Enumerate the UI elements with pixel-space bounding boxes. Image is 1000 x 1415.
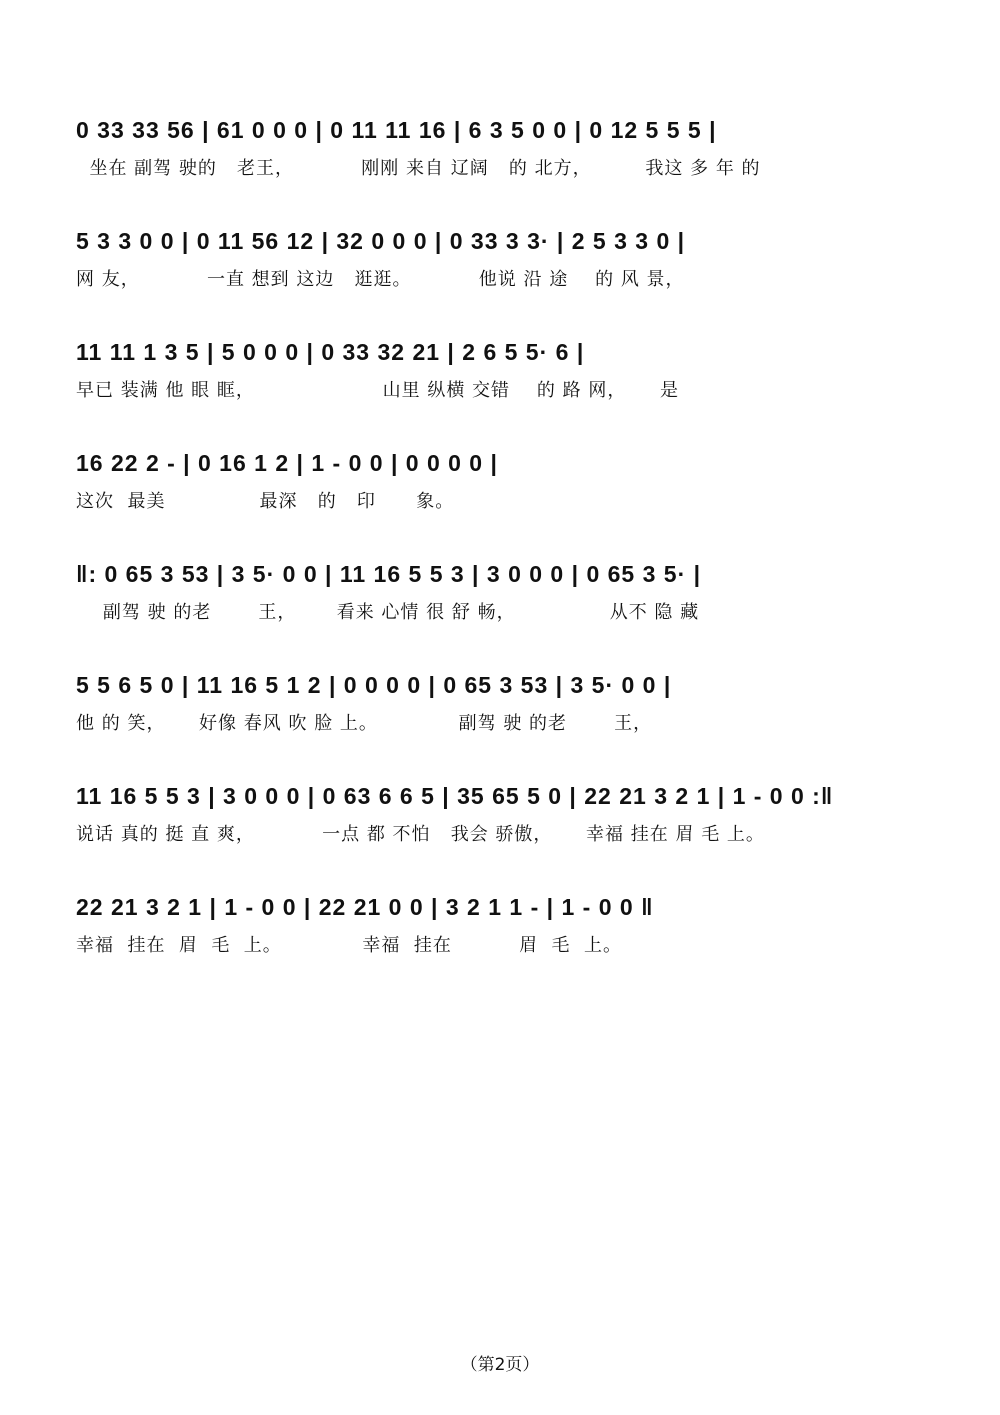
notation-line: 22 21 3 2 1 | 1 - 0 0 | 22 21 0 0 | 3 2 1 1 - | 1 - 0 0 ‖: [76, 894, 654, 920]
score-row: [0, 221, 1000, 321]
lyrics-line: 早已 装满 他 眼 眶， 山里 纵横 交错 的 路 网， 是: [76, 380, 679, 401]
notation-line: ‖: 0 65 3 53 | 3 5· 0 0 | 11 16 5 5 3 | 3 0 0 0 | 0 65 3 5· |: [76, 561, 702, 587]
lyrics-line: 网 友， 一直 想到 这边 逛逛。 他说 沿 途 的 风 景，: [76, 269, 685, 290]
notation-line: 11 16 5 5 3 | 3 0 0 0 | 0 63 6 6 5 | 35 65 5 0 | 22 21 3 2 1 | 1 - 0 0 :‖: [76, 783, 834, 809]
notation-line: 5 3 3 0 0 | 0 11 56 12 | 32 0 0 0 | 0 33 3 3· | 2 5 3 3 0 |: [76, 228, 686, 254]
page-number: （第2页）: [460, 1355, 540, 1375]
notation-line: 11 11 1 3 5 | 5 0 0 0 | 0 33 32 21 | 2 6 5 5· 6 |: [76, 339, 585, 365]
notation-line: 5 5 6 5 0 | 11 16 5 1 2 | 0 0 0 0 | 0 65 3 53 | 3 5· 0 0 |: [76, 672, 672, 698]
score-row: [0, 776, 1000, 876]
lyrics-line: 副驾 驶 的老 王， 看来 心情 很 舒 畅， 从不 隐 藏: [76, 602, 700, 623]
lyrics-line: 坐在 副驾 驶的 老王， 刚刚 来自 辽阔 的 北方， 我这 多 年 的: [76, 158, 761, 179]
score-row: [0, 110, 1000, 210]
lyrics-line: 幸福 挂在 眉 毛 上。 幸福 挂在 眉 毛 上。: [76, 935, 622, 956]
lyrics-line: 说话 真的 挺 直 爽， 一点 都 不怕 我会 骄傲， 幸福 挂在 眉 毛 上。: [76, 824, 765, 845]
notation-line: 0 33 33 56 | 61 0 0 0 | 0 11 11 16 | 6 3 5 0 0 | 0 12 5 5 5 |: [76, 117, 717, 143]
score-row: [0, 332, 1000, 432]
lyrics-line: 这次 最美 最深 的 印 象。: [76, 491, 455, 512]
lyrics-line: 他 的 笑， 好像 春风 吹 脸 上。 副驾 驶 的老 王，: [76, 713, 653, 734]
score-row: [0, 443, 1000, 543]
score-row: [0, 665, 1000, 765]
score-row: [0, 887, 1000, 987]
notation-line: 16 22 2 - | 0 16 1 2 | 1 - 0 0 | 0 0 0 0 |: [76, 450, 498, 476]
score-row: [0, 554, 1000, 654]
